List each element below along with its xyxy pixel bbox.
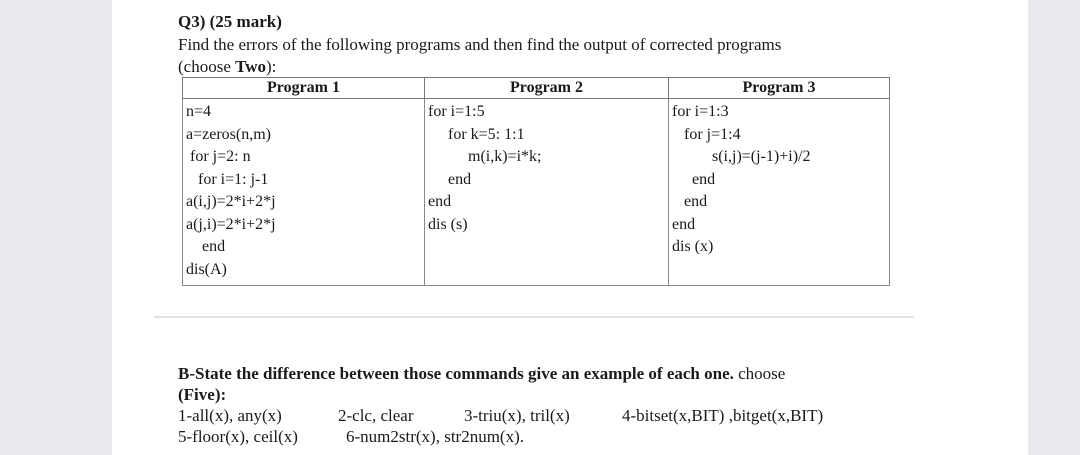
command-item: 3-triu(x), tril(x) — [464, 406, 570, 425]
code-line: s(i,j)=(j-1)+i)/2 — [672, 148, 811, 165]
part-b-commands-row-1 — [178, 405, 978, 426]
program-2-header: Program 2 — [425, 78, 669, 99]
program-1-code — [183, 99, 425, 286]
code-line: end — [672, 170, 716, 188]
instruction-open: (choose — [178, 57, 236, 76]
part-b-commands-row-2 — [178, 426, 978, 447]
code-line: end — [428, 193, 452, 210]
part-b-heading-normal: choose — [733, 364, 786, 383]
code-line: a(j,i)=2*i+2*j — [186, 215, 276, 233]
code-line: end — [186, 238, 226, 255]
command-item: 1-all(x), any(x) — [178, 406, 282, 425]
code-line: dis (x) — [672, 238, 714, 255]
code-line: for i=1:3 — [672, 103, 729, 120]
command-item: 6-num2str(x), str2num(x). — [346, 427, 525, 446]
code-line: end — [428, 170, 472, 188]
code-line: a(i,j)=2*i+2*j — [186, 193, 276, 210]
code-line: for i=1: j-1 — [186, 170, 269, 188]
question-title: Q3) (25 mark) — [178, 12, 282, 31]
part-b-heading — [178, 363, 978, 384]
code-line: dis (s) — [428, 215, 468, 233]
code-line: for k=5: 1:1 — [428, 125, 525, 143]
code-line: m(i,k)=i*k; — [428, 148, 542, 165]
command-item: 2-clc, clear — [338, 406, 414, 425]
code-line: for i=1:5 — [428, 103, 485, 120]
instruction-close: ): — [265, 57, 277, 76]
code-line: end — [672, 215, 696, 233]
instruction-line-2 — [178, 56, 938, 78]
code-line: for j=1:4 — [672, 125, 741, 143]
command-item: 4-bitset(x,BIT) ,bitget(x,BIT) — [622, 406, 824, 425]
instruction-bold: Two — [235, 57, 266, 76]
page-divider — [154, 316, 914, 318]
program-3-code — [669, 99, 890, 286]
code-line: dis(A) — [186, 260, 227, 278]
document-page — [112, 0, 1028, 455]
code-line: for j=2: n — [186, 148, 251, 165]
part-b-choose: (Five): — [178, 385, 227, 404]
programs-header-row — [183, 78, 890, 99]
programs-code-row — [183, 99, 890, 286]
program-3-header: Program 3 — [669, 78, 890, 99]
programs-table — [182, 77, 890, 286]
question-instruction — [178, 34, 938, 78]
program-2-code — [425, 99, 669, 286]
part-b — [178, 363, 978, 447]
code-line: end — [672, 193, 708, 210]
code-line: a=zeros(n,m) — [186, 125, 271, 143]
instruction-line-1: Find the errors of the following programs and then find the output of corrected programs — [178, 35, 782, 54]
part-b-heading-bold: B-State the difference between those commands give an example of each one. — [178, 364, 734, 383]
code-line: n=4 — [186, 103, 212, 120]
command-item: 5-floor(x), ceil(x) — [178, 427, 298, 446]
program-1-header: Program 1 — [183, 78, 425, 99]
